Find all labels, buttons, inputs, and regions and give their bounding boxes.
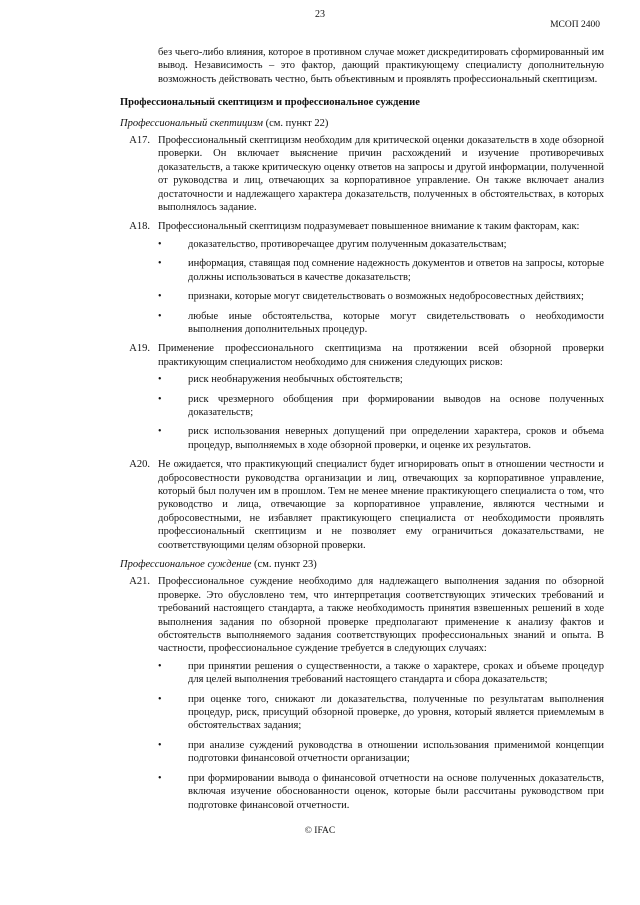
list-item (158, 393, 604, 420)
paragraph-a17 (120, 134, 604, 214)
list-item (158, 693, 604, 733)
list-item (158, 290, 604, 303)
list-item-text: признаки, которые могут свидетельствовать о возможных недобросовестных действиях; (188, 291, 584, 303)
paragraph-a19 (120, 342, 604, 452)
paragraph-text: Профессиональный скептицизм подразумевает повышенное внимание к таким факторам, как: (158, 221, 580, 233)
intro-paragraph: без чьего-либо влияния, которое в противном случае может дискредитировать сформированный им вывод. Независимость – это фактор, дающий практикующему специалисту дополнительную возможность действовать честно, быть объективным и проявлять профессиональный скептицизм. (158, 47, 604, 85)
document-code: МСОП 2400 (550, 20, 600, 30)
bullet-list (158, 373, 604, 452)
paragraph-text: Профессиональное суждение необходимо для надлежащего выполнения задания по обзорной проверке. Это обусловлено тем, что интерпретация соответствующих этических требований и требований настоящего стандарта, а также необходимость принятия взвешенных решений в ходе выполнения задания по обзорной проверке предполагают применение к анализу фактов и обстоятельств выполняемого задания соответствующих профессиональных знаний и опыта. В частности, профессиональное суждение требуется в следующих случаях: (158, 576, 604, 655)
page-body (120, 46, 604, 818)
list-item (158, 257, 604, 284)
list-item (158, 739, 604, 766)
bullet-icon: • (158, 310, 162, 322)
bullet-icon: • (158, 426, 162, 438)
paragraph-a21 (120, 575, 604, 812)
subsection-title: Профессиональное суждение (120, 559, 252, 570)
list-item-text: при оценке того, снижают ли доказательства, полученные по результатам выполнения процедур, риск, присущий обзорной проверке, до уровня, который является приемлемым в обстоятельствах задания; (188, 693, 604, 732)
copyright-footer: © IFAC (304, 826, 336, 836)
paragraph-text: Не ожидается, что практикующий специалист будет игнорировать опыт в отношении честности и добросовестности руководства организации и лиц, отвечающих за корпоративное управление, который был получен им в прошлом. Тем не менее мнение практикующего специалиста о том, что руководство и лица, отвечающие за корпоративное управление, являются честными и добросовестными, не избавляет практикующего специалиста от необходимости проявлять профессиональный скептицизм и не позволяет ему ограничиться доказательствами, не соответствующими целям обзорной проверки. (158, 459, 604, 551)
paragraph-number: A21. (129, 576, 150, 588)
paragraph-number: A18. (129, 221, 150, 233)
paragraph-text: Профессиональный скептицизм необходим для критической оценки доказательств в ходе обзорной проверки. Он включает выяснение причин расхождений и изучение противоречивых доказательств, а также критическую оценку ответов на запросы и другой информации, полученной от руководства и лиц, отвечающих за корпоративное управление. Он также включает анализ достаточности и надлежащего характера доказательств, полученных в обстоятельствах, в которых выполнялось задание. (158, 135, 604, 214)
bullet-list (158, 660, 604, 812)
bullet-list (158, 238, 604, 336)
subsection-heading-judgment (120, 558, 604, 571)
paragraph-number: A19. (129, 343, 150, 355)
list-item-text: информация, ставящая под сомнение надежность документов и ответов на запросы, которые должны использоваться в качестве доказательств; (188, 258, 604, 283)
section-title: Профессиональный скептицизм и профессиональное суждение (120, 97, 420, 109)
list-item (158, 373, 604, 386)
bullet-icon: • (158, 238, 162, 250)
subsection-title: Профессиональный скептицизм (120, 117, 263, 129)
bullet-icon: • (158, 258, 162, 270)
bullet-icon: • (158, 374, 162, 386)
list-item-text: риск чрезмерного обобщения при формировании выводов на основе полученных доказательств; (188, 393, 604, 418)
subsection-reference: (см. пункт 23) (254, 559, 317, 570)
bullet-icon: • (158, 739, 162, 751)
list-item (158, 660, 604, 687)
bullet-icon: • (158, 660, 162, 672)
paragraph-a20 (120, 458, 604, 552)
list-item-text: доказательство, противоречащее другим полученным доказательствам; (188, 238, 507, 250)
list-item-text: любые иные обстоятельства, которые могут свидетельствовать о необходимости выполнения дополнительных процедур. (188, 310, 604, 335)
list-item (158, 772, 604, 812)
bullet-icon: • (158, 291, 162, 303)
subsection-reference: (см. пункт 22) (265, 117, 329, 129)
bullet-icon: • (158, 693, 162, 705)
list-item-text: риск необнаружения необычных обстоятельств; (188, 374, 403, 386)
list-item (158, 425, 604, 452)
paragraph-number: A17. (129, 135, 150, 147)
list-item-text: при принятии решения о существенности, а также о характере, сроках и объеме процедур для целей выполнения требований настоящего стандарта и сбора доказательств; (188, 660, 604, 686)
list-item-text: при анализе суждений руководства в отношении использования применимой концепции подготовки финансовой отчетности организации; (188, 739, 604, 765)
list-item-text: при формировании вывода о финансовой отчетности на основе полученных доказательств, включая изучение обоснованности оценок, которые были рассчитаны руководством при подготовке финансовой отчетности. (188, 772, 604, 811)
bullet-icon: • (158, 772, 162, 784)
page-number: 23 (315, 9, 325, 20)
list-item-text: риск использования неверных допущений при определении характера, сроков и объема процедур, выполняемых в ходе обзорной проверки, и оценке их результатов. (188, 426, 604, 451)
subsection-heading-skepticism (120, 117, 604, 130)
list-item (158, 310, 604, 337)
bullet-icon: • (158, 393, 162, 405)
list-item (158, 238, 604, 251)
paragraph-text: Применение профессионального скептицизма на протяжении всей обзорной проверки практикующим специалистом необходимо для снижения следующих рисков: (158, 343, 604, 368)
paragraph-number: A20. (129, 459, 150, 471)
paragraph-a18 (120, 220, 604, 336)
